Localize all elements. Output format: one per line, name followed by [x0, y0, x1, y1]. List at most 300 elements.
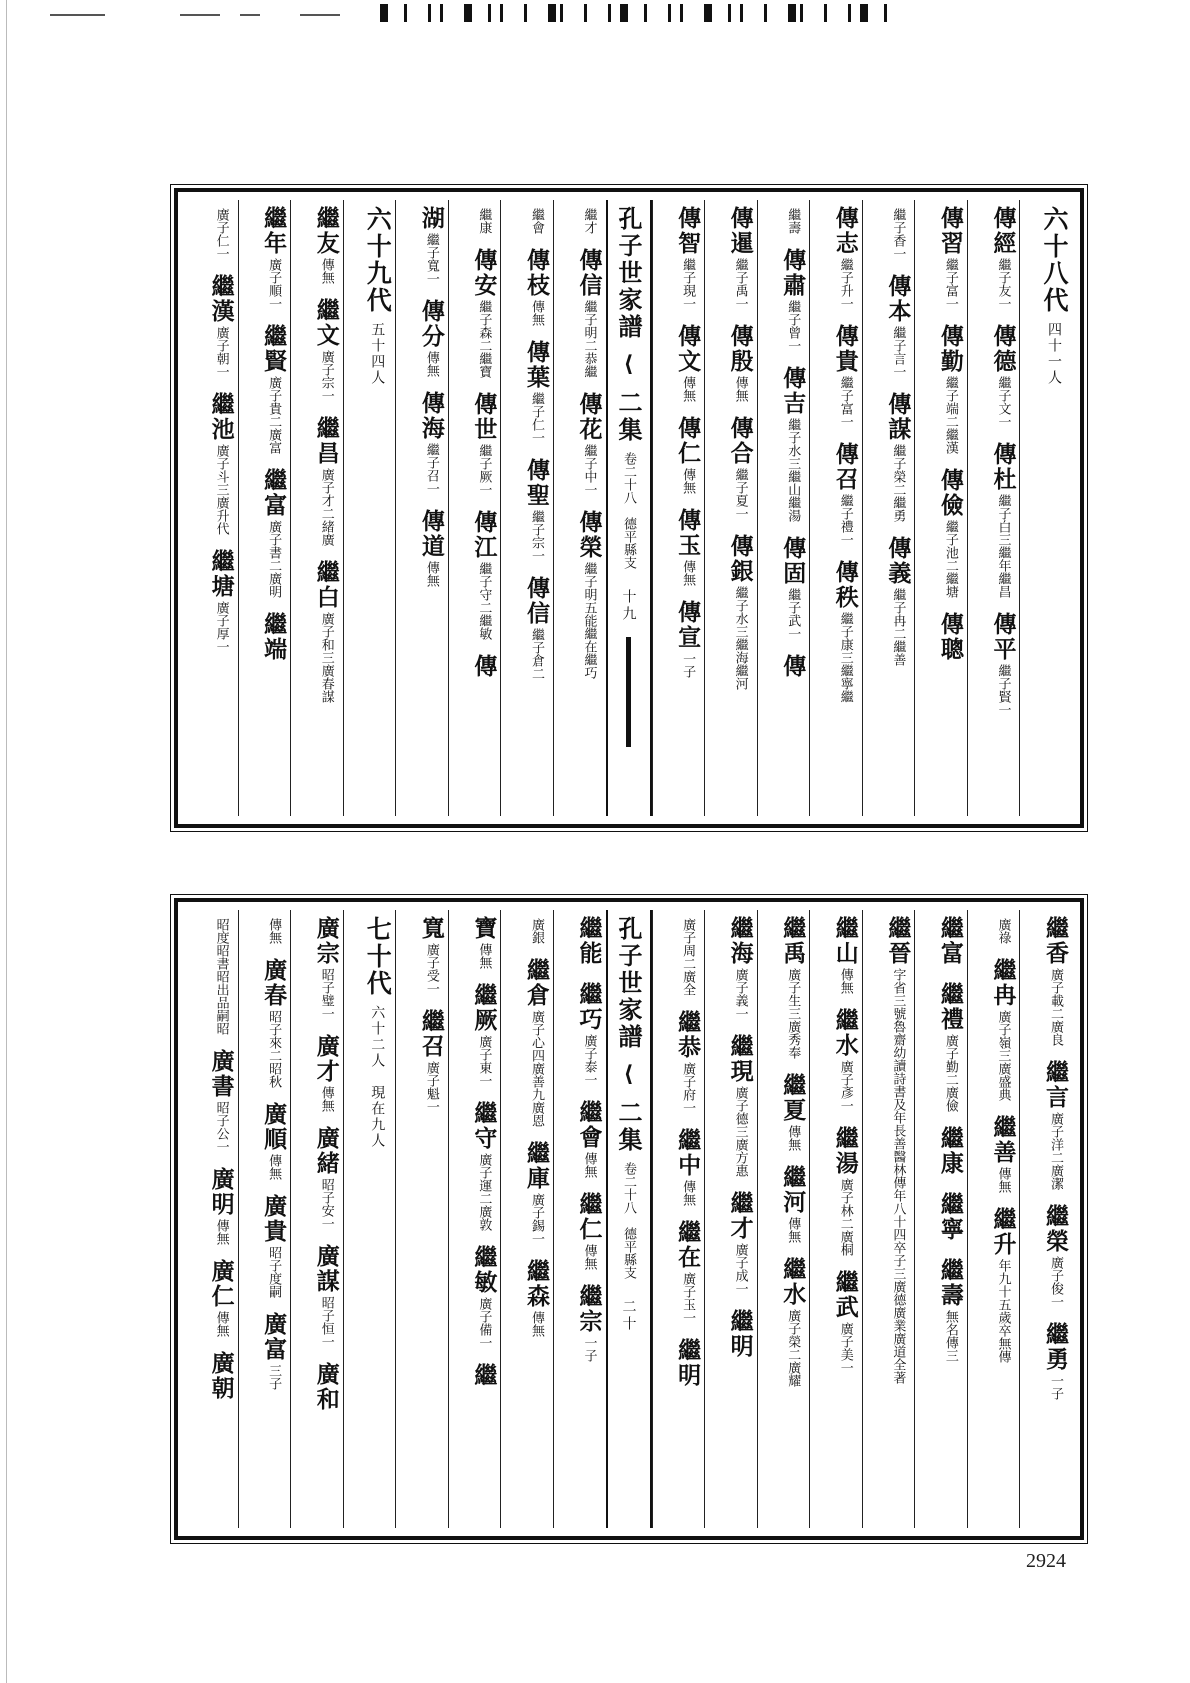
- person-note: 傳無: [680, 468, 696, 494]
- header-mark: [440, 4, 443, 22]
- person-note: 繼子升一: [837, 258, 853, 310]
- header-mark: [704, 4, 712, 22]
- person-note: 傳無: [266, 918, 282, 944]
- person-name: 繼賢: [260, 324, 288, 374]
- spine-volume: 卷二十八 德平縣支: [621, 1162, 636, 1279]
- person-note: 繼子召一: [423, 443, 439, 495]
- genealogy-column: [290, 200, 343, 816]
- bottom-columns: [186, 910, 1072, 1528]
- person-note: 廣子魁一: [423, 1061, 439, 1113]
- person-name: 傳分: [417, 299, 445, 349]
- spine-volume: 卷二十八 德平縣支: [621, 452, 636, 569]
- person-note: 廣子和三廣春謀: [318, 612, 334, 703]
- person-name: 廣書: [207, 1049, 235, 1099]
- genealogy-column: [862, 200, 915, 816]
- person-name: 繼巧: [575, 982, 603, 1032]
- person-name: 傳謀: [884, 392, 912, 442]
- person-note: 昭子度嗣: [266, 1246, 282, 1298]
- person-note: 廣子貴二廣富: [266, 376, 282, 454]
- person-note: 繼子守二繼敏: [476, 562, 492, 640]
- person-note: 傳無: [680, 560, 696, 586]
- genealogy-column: [448, 200, 501, 816]
- top-columns: [186, 200, 1072, 816]
- person-name: 繼現: [726, 1034, 754, 1084]
- person-name: 繼能: [575, 916, 603, 966]
- person-name: 繼榮: [1042, 1204, 1069, 1254]
- header-mark: [848, 4, 851, 22]
- person-note: 廣子義一: [732, 968, 748, 1020]
- person-note: 傳無: [528, 300, 544, 326]
- person-name: 傳暹: [726, 206, 754, 256]
- generation-title: 六十八代: [1040, 206, 1069, 314]
- header-mark: [824, 4, 827, 22]
- person-note: 廣子順一: [266, 258, 282, 310]
- person-name: 傳仁: [674, 416, 702, 466]
- person-note: 繼才: [581, 208, 597, 234]
- header-mark: [464, 4, 472, 22]
- person-note: 廣子心四廣善九廣恩: [528, 1010, 544, 1127]
- person-name: 繼河: [779, 1165, 807, 1215]
- person-name: 繼言: [1042, 1060, 1069, 1110]
- person-note: 年九十五歲卒無傳: [995, 1259, 1011, 1363]
- genealogy-column: [757, 200, 810, 816]
- book-spine: [606, 200, 652, 816]
- person-note: 繼子夏一: [732, 468, 748, 520]
- header-mark: [404, 4, 407, 22]
- person-note: 廣子錫一: [528, 1193, 544, 1245]
- person-note: 繼子厥一: [476, 444, 492, 496]
- person-name: 傳信: [522, 576, 550, 626]
- person-note: 傳無: [680, 1180, 696, 1206]
- person-note: 繼子冉二繼善: [890, 588, 906, 666]
- person-note: 繼子明五能繼在繼巧: [581, 562, 597, 679]
- generation-heading-column: [343, 910, 396, 1528]
- person-name: 傳文: [674, 324, 702, 374]
- genealogy-column: [553, 910, 606, 1528]
- spine-mark: ⟨: [615, 351, 642, 380]
- person-name: 廣順: [260, 1102, 288, 1152]
- person-name: 傳聖: [522, 458, 550, 508]
- spine-collection: 二集: [614, 1100, 643, 1154]
- person-name: 傳榮: [575, 510, 603, 560]
- person-name: 傳平: [989, 612, 1017, 662]
- person-name: 繼明: [726, 1309, 754, 1359]
- spine-rule: [626, 637, 631, 747]
- genealogy-column: [448, 910, 501, 1528]
- header-mark: [668, 4, 671, 22]
- person-note: 繼子明二恭繼: [581, 300, 597, 378]
- person-name: 繼白: [312, 560, 340, 610]
- genealogy-column: [704, 910, 757, 1528]
- person-name: 傳枝: [522, 248, 550, 298]
- person-name: 傳聰: [936, 612, 964, 662]
- person-note: 廣子成一: [732, 1243, 748, 1295]
- person-name: 繼富: [936, 916, 964, 966]
- person-note: 繼子武一: [785, 588, 801, 640]
- header-mark: [680, 4, 683, 22]
- person-note: 繼子森二繼寶: [476, 300, 492, 378]
- person-note: 繼子水三繼海繼河: [732, 586, 748, 690]
- person-note: 廣子俊一: [1048, 1256, 1063, 1308]
- genealogy-column: [186, 200, 238, 816]
- person-name: 繼池: [207, 392, 235, 442]
- person-name: 繼湯: [831, 1126, 859, 1176]
- person-name: 繼山: [831, 916, 859, 966]
- person-note: 廣銀: [528, 918, 544, 944]
- person-name: 繼武: [831, 1270, 859, 1320]
- person-note: 繼壽: [785, 208, 801, 234]
- person-name: 繼年: [260, 206, 288, 256]
- person-note: 廣子德三廣方惠: [732, 1086, 748, 1177]
- person-name: 繼倉: [522, 958, 550, 1008]
- person-name: 傳經: [989, 206, 1017, 256]
- person-name: 繼會: [575, 1100, 603, 1150]
- person-note: 廣子彥一: [837, 1060, 853, 1112]
- person-note: 廣子才二緒廣: [318, 468, 334, 546]
- person-note: 繼子康三繼寧繼: [837, 612, 853, 703]
- person-name: 繼守: [470, 1101, 498, 1151]
- person-name: 繼漢: [207, 274, 235, 324]
- person-note: 傳無: [837, 968, 853, 994]
- person-name: 傳世: [470, 392, 498, 442]
- page-number: 2924: [1026, 1550, 1066, 1572]
- person-name: 繼香: [1042, 916, 1069, 966]
- scan-edge-line: [6, 0, 7, 1683]
- genealogy-column: [395, 200, 448, 816]
- person-note: 傳無: [785, 1125, 801, 1151]
- person-name: 繼厥: [470, 983, 498, 1033]
- person-name: 傳江: [470, 510, 498, 560]
- header-mark: [608, 4, 611, 22]
- person-name: 繼塘: [207, 549, 235, 599]
- person-name: 繼勇: [1042, 1322, 1069, 1372]
- person-note: 繼子香一: [890, 208, 906, 260]
- person-name: 繼水: [779, 1257, 807, 1307]
- person-name: 傳智: [674, 206, 702, 256]
- person-name: 傳習: [936, 206, 964, 256]
- person-note: 傳無: [213, 1311, 229, 1337]
- person-note: 廣子朝一: [213, 326, 229, 378]
- person-name: 繼才: [726, 1191, 754, 1241]
- person-name: 繼康: [936, 1126, 964, 1176]
- person-name: 繼富: [260, 468, 288, 518]
- person-name: 廣才: [312, 1034, 340, 1084]
- person-name: 傳杜: [989, 442, 1017, 492]
- person-name: 繼夏: [779, 1073, 807, 1123]
- header-dash: [240, 14, 260, 16]
- genealogy-column: [1019, 910, 1072, 1528]
- genealogy-column: [500, 200, 553, 816]
- person-note: 廣祿: [995, 918, 1011, 944]
- person-name: 繼召: [417, 1009, 445, 1059]
- person-note: 傳無: [423, 351, 439, 377]
- person-name: 繼海: [726, 916, 754, 966]
- spine-title: 孔子世家譜: [614, 206, 643, 341]
- generation-title: 七十代: [363, 916, 393, 997]
- person-note: 傳無: [528, 1311, 544, 1337]
- person-note: 傳無: [581, 1152, 597, 1178]
- person-name: 繼端: [260, 612, 288, 662]
- header-mark: [560, 4, 563, 22]
- person-name: 傳宣: [674, 600, 702, 650]
- genealogy-column: [914, 910, 967, 1528]
- person-name: 繼水: [831, 1008, 859, 1058]
- person-note: 昭度昭書昭出品嗣昭: [213, 918, 229, 1035]
- person-name: 繼升: [989, 1207, 1017, 1257]
- spine-title: 孔子世家譜: [614, 916, 643, 1051]
- person-note: 廣子載二廣良: [1048, 968, 1063, 1046]
- person-name: 傳: [470, 654, 498, 679]
- person-name: 寬: [417, 916, 445, 941]
- person-note: 繼會: [528, 208, 544, 234]
- person-note: 繼子禮一: [837, 494, 853, 546]
- person-note: 廣子洋二廣潔: [1048, 1112, 1063, 1190]
- person-name: 繼宗: [575, 1284, 603, 1334]
- person-name: 廣明: [207, 1167, 235, 1217]
- person-name: 傳勤: [936, 324, 964, 374]
- person-name: 傳吉: [779, 366, 807, 416]
- genealogy-column: [704, 200, 757, 816]
- person-name: 廣春: [260, 958, 288, 1008]
- person-name: 傳儉: [936, 468, 964, 518]
- genealogy-column: [186, 910, 238, 1528]
- person-name: 繼恭: [674, 1010, 702, 1060]
- person-note: 廣子生三廣秀奉: [785, 968, 801, 1059]
- header-mark: [788, 4, 796, 22]
- person-name: 繼中: [674, 1128, 702, 1178]
- person-note: 繼康: [476, 208, 492, 234]
- person-note: 繼子端二繼漢: [942, 376, 958, 454]
- person-name: 傳肅: [779, 248, 807, 298]
- person-note: 一子: [581, 1336, 597, 1362]
- person-note: 昭子來二昭秋: [266, 1010, 282, 1088]
- genealogy-column: [967, 200, 1020, 816]
- generation-count: 四十一人: [1046, 322, 1062, 386]
- generation-title: 六十九代: [363, 206, 393, 314]
- header-dash: [300, 14, 340, 16]
- person-note: 字省三號魯齋幼讀詩書及年長善醫林傳年八十四卒子三廣德廣業廣道全著: [890, 968, 906, 1384]
- genealogy-column: [652, 910, 705, 1528]
- genealogy-column: [652, 200, 705, 816]
- person-note: 繼子曾一: [785, 300, 801, 352]
- person-name: 湖: [417, 206, 445, 231]
- person-name: 傳花: [575, 392, 603, 442]
- header-mark: [764, 4, 767, 22]
- header-mark: [884, 4, 887, 22]
- person-name: 廣朝: [207, 1351, 235, 1401]
- person-name: 繼善: [989, 1115, 1017, 1165]
- person-name: 繼明: [674, 1338, 702, 1388]
- header-mark: [860, 4, 868, 22]
- person-name: 傳玉: [674, 508, 702, 558]
- person-note: 昭子璧一: [318, 968, 334, 1020]
- genealogy-column: [553, 200, 606, 816]
- person-note: 繼子富一: [837, 376, 853, 428]
- person-note: 廣子備一: [476, 1297, 492, 1349]
- generation-count: 六十二人 現在九人: [369, 1005, 386, 1149]
- person-note: 傳無: [785, 1217, 801, 1243]
- person-name: 繼友: [312, 206, 340, 256]
- person-name: 廣謀: [312, 1244, 340, 1294]
- person-name: 傳固: [779, 536, 807, 586]
- person-note: 一子: [1048, 1374, 1063, 1400]
- header-dash: [180, 14, 220, 16]
- header-mark: [800, 4, 803, 22]
- person-note: 廣子厚一: [213, 601, 229, 653]
- person-name: 繼在: [674, 1220, 702, 1270]
- person-name: 繼禹: [779, 916, 807, 966]
- person-note: 繼子賢一: [995, 664, 1011, 716]
- person-note: 繼子友一: [995, 258, 1011, 310]
- person-note: 繼子寬一: [423, 233, 439, 285]
- generation-heading-column: [343, 200, 396, 816]
- person-name: 繼庫: [522, 1141, 550, 1191]
- person-name: 廣緒: [312, 1126, 340, 1176]
- person-note: 廣子美一: [837, 1322, 853, 1374]
- person-note: 繼子現一: [680, 258, 696, 310]
- spine-page-number: 十九: [620, 589, 637, 623]
- person-name: 傳貴: [831, 324, 859, 374]
- person-note: 繼子仁一: [528, 392, 544, 444]
- header-mark: [620, 4, 628, 22]
- generation-count: 五十四人: [369, 322, 386, 386]
- person-name: 繼文: [312, 298, 340, 348]
- genealogy-column: [809, 200, 862, 816]
- genealogy-column: [290, 910, 343, 1528]
- person-name: 繼仁: [575, 1192, 603, 1242]
- genealogy-page-bottom: [174, 898, 1084, 1540]
- person-name: 繼寧: [936, 1192, 964, 1242]
- person-name: 寶: [470, 916, 498, 941]
- person-name: 傳志: [831, 206, 859, 256]
- person-note: 廣子泰一: [581, 1034, 597, 1086]
- person-name: 傳合: [726, 416, 754, 466]
- person-name: 廣富: [260, 1312, 288, 1362]
- person-note: 傳無: [732, 376, 748, 402]
- header-mark: [584, 4, 587, 22]
- person-note: 傳無: [423, 561, 439, 587]
- header-mark: [740, 4, 743, 22]
- person-name: 繼敏: [470, 1245, 498, 1295]
- genealogy-column: [500, 910, 553, 1528]
- person-name: 傳海: [417, 391, 445, 441]
- person-note: 廣子書二廣明: [266, 520, 282, 598]
- person-note: 傳無: [995, 1167, 1011, 1193]
- person-name: 繼禮: [936, 982, 964, 1032]
- person-note: 一子: [680, 652, 696, 678]
- person-note: 繼子言一: [890, 326, 906, 378]
- header-dash: [50, 14, 105, 16]
- person-note: 繼子池二繼塘: [942, 520, 958, 598]
- person-note: 傳無: [213, 1219, 229, 1245]
- person-note: 廣子斗三廣升代: [213, 444, 229, 535]
- genealogy-column: [757, 910, 810, 1528]
- person-note: 繼子中一: [581, 444, 597, 496]
- person-note: 廣子運二廣敦: [476, 1153, 492, 1231]
- genealogy-column: [395, 910, 448, 1528]
- person-note: 傳無: [318, 1086, 334, 1112]
- person-name: 傳道: [417, 509, 445, 559]
- person-name: 繼冉: [989, 958, 1017, 1008]
- person-name: 傳信: [575, 248, 603, 298]
- person-name: 廣和: [312, 1362, 340, 1412]
- person-note: 繼子榮二繼勇: [890, 444, 906, 522]
- person-note: 廣子榮二廣耀: [785, 1309, 801, 1387]
- person-note: 傳無: [476, 943, 492, 969]
- header-mark: [500, 4, 503, 22]
- person-name: 廣宗: [312, 916, 340, 966]
- header-mark: [488, 4, 491, 22]
- person-name: 廣仁: [207, 1259, 235, 1309]
- person-name: 傳秩: [831, 560, 859, 610]
- person-name: 傳葉: [522, 340, 550, 390]
- genealogy-column: [967, 910, 1020, 1528]
- person-note: 繼子倉二: [528, 628, 544, 680]
- person-note: 繼子白三繼年繼昌: [995, 494, 1011, 598]
- person-name: 傳安: [470, 248, 498, 298]
- person-note: 廣子林二廣桐: [837, 1178, 853, 1256]
- cropped-header-strip: [0, 0, 1190, 30]
- person-note: 繼子宗一: [528, 510, 544, 562]
- person-note: 傳無: [318, 258, 334, 284]
- spine-page-number: 二十: [620, 1299, 637, 1333]
- genealogy-column: [238, 200, 291, 816]
- person-note: 昭子安一: [318, 1178, 334, 1230]
- header-mark: [548, 4, 556, 22]
- genealogy-page-top: [174, 188, 1084, 828]
- person-name: 傳召: [831, 442, 859, 492]
- header-mark: [644, 4, 647, 22]
- header-mark: [380, 4, 388, 22]
- person-name: 繼壽: [936, 1258, 964, 1308]
- genealogy-column: [809, 910, 862, 1528]
- person-note: 傳無: [680, 376, 696, 402]
- person-note: 廣子受一: [423, 943, 439, 995]
- person-note: 廣子玉一: [680, 1272, 696, 1324]
- person-note: 廣子仁一: [213, 208, 229, 260]
- header-mark: [524, 4, 527, 22]
- person-note: 廣子宗一: [318, 350, 334, 402]
- generation-heading-column: [1019, 200, 1072, 816]
- person-name: 傳: [779, 654, 807, 679]
- person-name: 繼昌: [312, 416, 340, 466]
- genealogy-column: [914, 200, 967, 816]
- person-note: 無名傳三: [942, 1310, 958, 1362]
- person-note: 繼子文一: [995, 376, 1011, 428]
- person-name: 廣貴: [260, 1194, 288, 1244]
- person-note: 傳無: [266, 1154, 282, 1180]
- person-note: 昭子公一: [213, 1101, 229, 1153]
- person-note: 昭子恒一: [318, 1296, 334, 1348]
- person-note: 傳無: [581, 1244, 597, 1270]
- person-note: 繼子富一: [942, 258, 958, 310]
- person-name: 傳殷: [726, 324, 754, 374]
- person-note: 三子: [266, 1364, 282, 1390]
- person-note: 廣子周二廣全: [680, 918, 696, 996]
- person-name: 繼森: [522, 1259, 550, 1309]
- person-name: 繼晉: [884, 916, 912, 966]
- person-name: 傳德: [989, 324, 1017, 374]
- person-name: 傳義: [884, 536, 912, 586]
- spine-collection: 二集: [614, 390, 643, 444]
- person-note: 廣子東一: [476, 1035, 492, 1087]
- person-note: 廣子嶺三廣盛典: [995, 1010, 1011, 1101]
- person-note: 繼子水三繼山繼湯: [785, 418, 801, 522]
- person-name: 繼: [470, 1363, 498, 1388]
- person-name: 傳銀: [726, 534, 754, 584]
- person-note: 廣子勤二廣儉: [942, 1034, 958, 1112]
- person-name: 傳本: [884, 274, 912, 324]
